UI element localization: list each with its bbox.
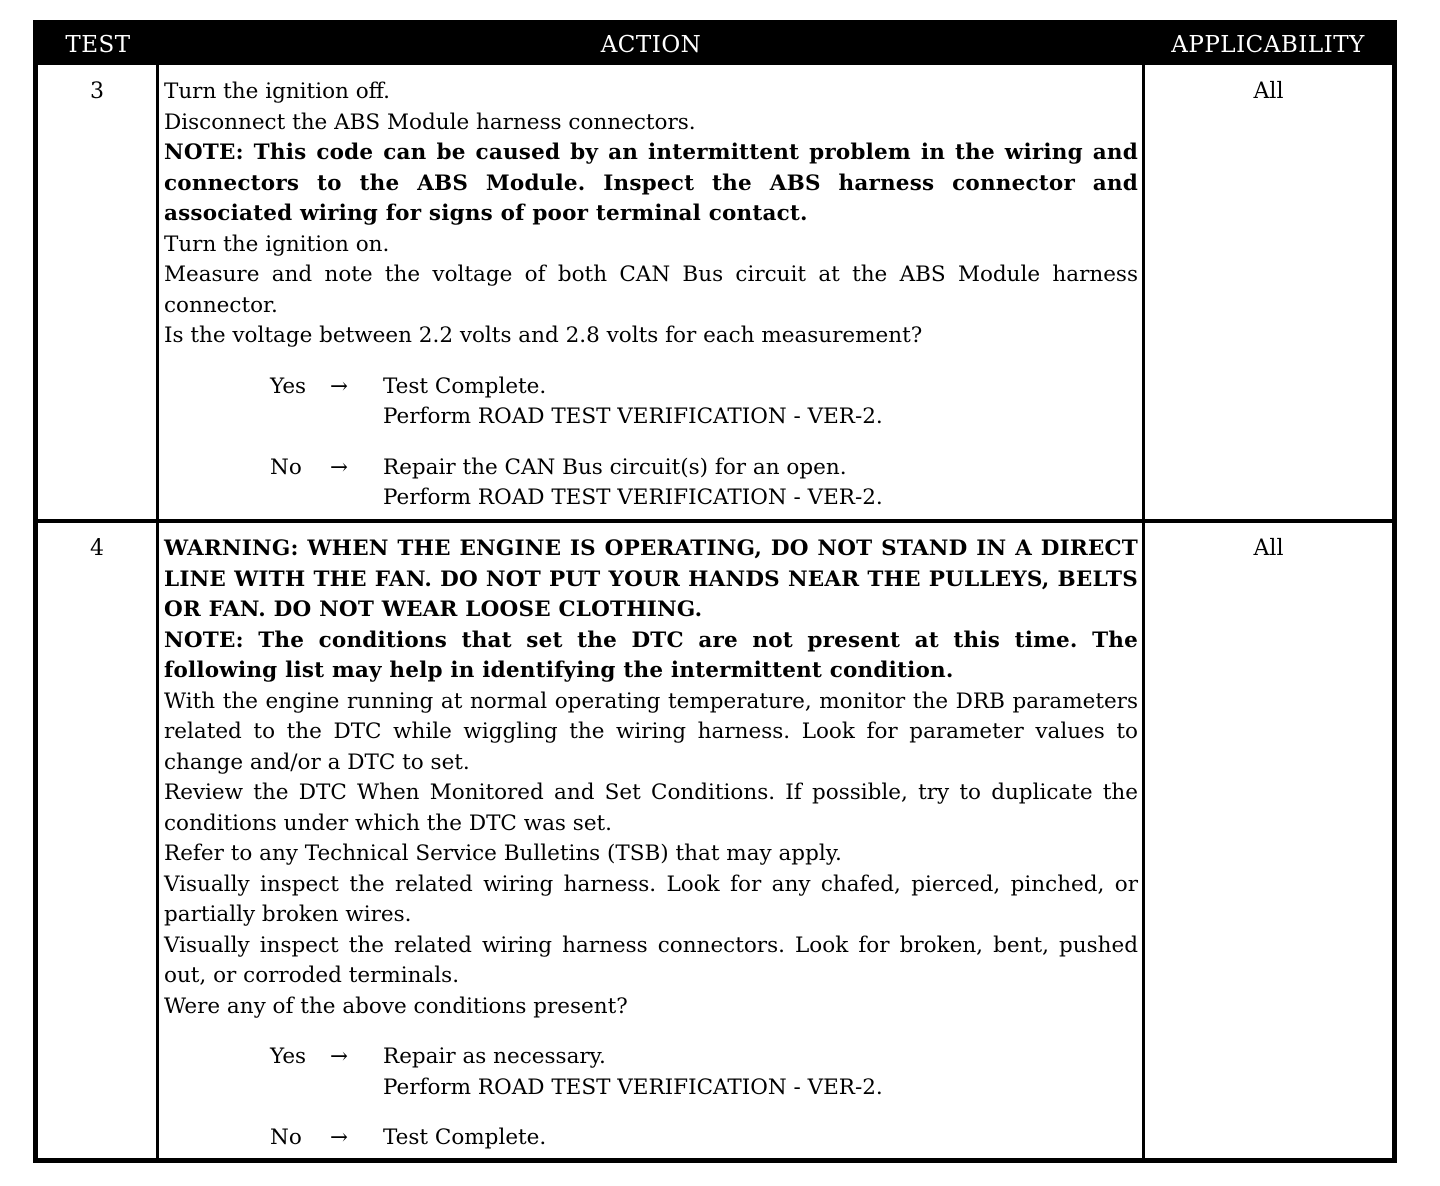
branch-line: Repair as necessary. — [383, 1044, 606, 1069]
column-divider — [1142, 65, 1145, 1163]
branch-line: Repair the CAN Bus circuit(s) for an open. — [383, 454, 847, 480]
action-cell — [164, 77, 1138, 514]
test-number: 4 — [90, 536, 104, 561]
step: Visually inspect the related wiring harness. Look for any chafed, pierced, pinched, or partially broken wires. — [164, 871, 1138, 927]
step: Review the DTC When Monitored and Set Conditions. If possible, try to duplicate the conditions under which the DTC was set. — [164, 780, 1138, 836]
applicability-value: All — [1253, 536, 1284, 561]
note: NOTE: The conditions that set the DTC are not present at this time. The following list may help in identifying the intermittent condition. — [164, 627, 1138, 683]
question: Were any of the above conditions present? — [164, 993, 628, 1019]
header-test: TEST — [65, 32, 131, 58]
step: Measure and note the voltage of both CAN Bus circuit at the ABS Module harness connector. — [164, 262, 1138, 318]
no-label: No — [270, 1125, 302, 1150]
yes-label: Yes — [270, 373, 307, 399]
table-header — [38, 25, 1392, 65]
branch-line: Perform ROAD TEST VERIFICATION - VER-2. — [383, 485, 883, 510]
header-applicability: APPLICABILITY — [1171, 32, 1365, 58]
step: Disconnect the ABS Module harness connectors. — [164, 109, 696, 135]
branch-line: Test Complete. — [383, 373, 547, 399]
step: Turn the ignition on. — [164, 231, 390, 257]
yes-branch — [164, 372, 1138, 433]
header-action: ACTION — [600, 32, 702, 58]
action-cell — [164, 534, 1138, 1154]
question: Is the voltage between 2.2 volts and 2.8 volts for each measurement? — [164, 323, 923, 348]
arrow-right-icon: → — [330, 373, 349, 399]
applicability-value: All — [1253, 79, 1284, 104]
diagnostic-test-table — [33, 20, 1397, 1163]
arrow-right-icon: → — [330, 1044, 349, 1069]
branch-line: Perform ROAD TEST VERIFICATION - VER-2. — [383, 1074, 883, 1100]
no-label: No — [270, 454, 302, 480]
no-branch — [164, 453, 1138, 514]
column-divider — [156, 65, 159, 1163]
step: Refer to any Technical Service Bulletins (TSB) that may apply. — [164, 841, 842, 866]
step: With the engine running at normal operating temperature, monitor the DRB parameters related to the DTC while wiggling the wiring harness. Look for parameter values to change and/or a DTC to set. — [164, 688, 1138, 775]
arrow-right-icon: → — [330, 1125, 349, 1150]
step: Visually inspect the related wiring harness connectors. Look for broken, bent, pushed out, or corroded terminals. — [164, 932, 1138, 988]
step: Turn the ignition off. — [164, 79, 390, 104]
note: NOTE: This code can be caused by an intermittent problem in the wiring and connectors to the ABS Module. Inspect the ABS harness connector and associated wiring for signs of poor terminal contact. — [164, 140, 1138, 226]
test-number: 3 — [90, 79, 104, 104]
arrow-right-icon: → — [330, 454, 349, 480]
branch-line: Perform ROAD TEST VERIFICATION - VER-2. — [383, 404, 883, 429]
no-branch — [164, 1123, 1138, 1154]
yes-branch — [164, 1042, 1138, 1103]
branch-line: Test Complete. — [383, 1125, 547, 1150]
yes-label: Yes — [270, 1044, 307, 1069]
row-divider — [38, 519, 1392, 523]
warning: WARNING: WHEN THE ENGINE IS OPERATING, DO NOT STAND IN A DIRECT LINE WITH THE FAN. DO NOT PUT YOUR HANDS NEAR THE PULLEYS, BELTS OR FAN. DO NOT WEAR LOOSE CLOTHING. — [164, 536, 1138, 622]
